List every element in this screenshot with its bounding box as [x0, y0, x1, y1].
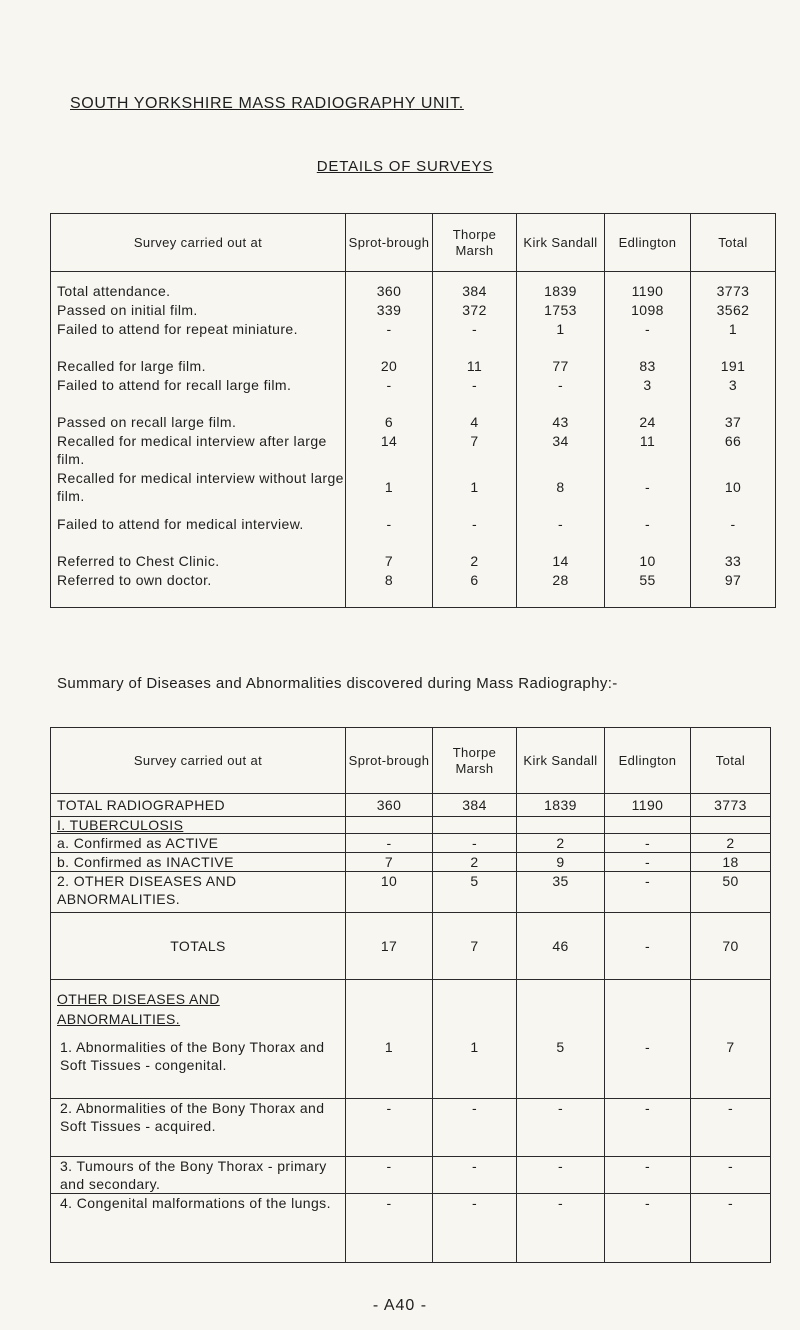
cell-value: - — [605, 853, 691, 872]
cell-value: - — [517, 1194, 605, 1263]
cell-value: 7 — [691, 1038, 771, 1099]
row-label: 2. OTHER DISEASES AND ABNORMALITIES. — [51, 872, 346, 913]
cell-value: - — [605, 913, 691, 980]
cell-value — [346, 980, 433, 1039]
row-label: TOTALS — [51, 913, 346, 980]
cell-value: 9 — [517, 853, 605, 872]
cell-value — [433, 980, 517, 1039]
column-header: Total — [691, 728, 771, 794]
table-row — [51, 1038, 771, 1099]
cell-value: 1 — [346, 1038, 433, 1099]
cell-value: 11 — [605, 431, 691, 468]
cell-value: 3 — [691, 375, 776, 412]
cell-value: 17 — [346, 913, 433, 980]
table-row — [51, 980, 771, 1039]
table-row — [51, 272, 776, 301]
totals-row — [51, 913, 771, 980]
cell-value: 10 — [605, 551, 691, 570]
cell-value: - — [346, 1099, 433, 1157]
cell-value: - — [346, 375, 433, 412]
column-header: Total — [691, 214, 776, 272]
cell-value: 10 — [691, 468, 776, 514]
cell-value: 20 — [346, 356, 433, 375]
cell-value: 1190 — [605, 272, 691, 301]
row-label: 1. Abnormalities of the Bony Thorax and Soft Tissues - congenital. — [51, 1038, 346, 1099]
table-row — [51, 468, 776, 514]
document-title: SOUTH YORKSHIRE MASS RADIOGRAPHY UNIT. — [70, 95, 464, 112]
cell-value: 1 — [517, 319, 605, 356]
cell-value: - — [346, 1157, 433, 1194]
cell-value: 360 — [346, 794, 433, 817]
row-label: b. Confirmed as INACTIVE — [51, 853, 346, 872]
table-row — [51, 551, 776, 570]
cell-value: 14 — [346, 431, 433, 468]
cell-value: 7 — [433, 913, 517, 980]
cell-value — [691, 817, 771, 834]
cell-value: 83 — [605, 356, 691, 375]
table-row — [51, 1157, 771, 1194]
cell-value: 6 — [346, 412, 433, 431]
cell-value: 360 — [346, 272, 433, 301]
cell-value: 35 — [517, 872, 605, 913]
cell-value: 5 — [433, 872, 517, 913]
cell-value: 1098 — [605, 300, 691, 319]
cell-value: - — [433, 319, 517, 356]
diseases-table — [50, 727, 771, 1263]
cell-value: 1 — [433, 468, 517, 514]
column-header: Sprot-brough — [346, 214, 433, 272]
cell-value: - — [605, 468, 691, 514]
cell-value: - — [346, 1194, 433, 1263]
cell-value: 3 — [605, 375, 691, 412]
row-label: Failed to attend for medical interview. — [57, 516, 304, 532]
cell-value — [517, 817, 605, 834]
cell-value: 66 — [691, 431, 776, 468]
cell-value: 7 — [433, 431, 517, 468]
cell-value — [605, 980, 691, 1039]
cell-value: - — [605, 1099, 691, 1157]
cell-value: 8 — [517, 468, 605, 514]
row-label: 2. Abnormalities of the Bony Thorax and Soft Tissues - acquired. — [51, 1099, 346, 1157]
cell-value: 2 — [433, 853, 517, 872]
column-header: Survey carried out at — [51, 214, 346, 272]
cell-value — [433, 817, 517, 834]
table-row — [51, 817, 771, 834]
cell-value: - — [517, 375, 605, 412]
row-label: Total attendance. — [57, 283, 171, 299]
cell-value: 1 — [433, 1038, 517, 1099]
cell-value: - — [605, 319, 691, 356]
cell-value: 372 — [433, 300, 517, 319]
cell-value: 14 — [517, 551, 605, 570]
table-row — [51, 375, 776, 412]
cell-value: - — [605, 1038, 691, 1099]
cell-value: 7 — [346, 551, 433, 570]
cell-value: - — [691, 1099, 771, 1157]
cell-value: 191 — [691, 356, 776, 375]
row-label: 3. Tumours of the Bony Thorax - primary and secondary. — [51, 1157, 346, 1194]
cell-value: 3773 — [691, 272, 776, 301]
cell-value: 33 — [691, 551, 776, 570]
cell-value: - — [605, 872, 691, 913]
cell-value: 1 — [691, 319, 776, 356]
cell-value: 384 — [433, 794, 517, 817]
cell-value: 28 — [517, 570, 605, 608]
cell-value — [517, 980, 605, 1039]
cell-value: - — [433, 375, 517, 412]
cell-value: 55 — [605, 570, 691, 608]
cell-value: 24 — [605, 412, 691, 431]
cell-value: - — [433, 1157, 517, 1194]
table-row — [51, 356, 776, 375]
cell-value: - — [605, 834, 691, 853]
cell-value: 1839 — [517, 272, 605, 301]
cell-value — [346, 817, 433, 834]
cell-value: 6 — [433, 570, 517, 608]
cell-value: 1753 — [517, 300, 605, 319]
page-number: - A40 - — [372, 1297, 428, 1314]
column-header: Edlington — [605, 728, 691, 794]
table-row — [51, 570, 776, 608]
cell-value: 34 — [517, 431, 605, 468]
table-row — [51, 1099, 771, 1157]
cell-value: - — [691, 1194, 771, 1263]
row-label: Failed to attend for repeat miniature. — [57, 321, 298, 337]
cell-value — [691, 980, 771, 1039]
column-header: Survey carried out at — [51, 728, 346, 794]
tuberculosis-heading: I. TUBERCULOSIS — [51, 817, 346, 834]
cell-value: - — [605, 514, 691, 551]
table-row — [51, 319, 776, 356]
row-label: a. Confirmed as ACTIVE — [51, 834, 346, 853]
column-header: Thorpe Marsh — [433, 214, 517, 272]
table-row — [51, 431, 776, 468]
cell-value: - — [691, 514, 776, 551]
row-label: Recalled for medical interview after large film. — [57, 433, 327, 467]
cell-value: 3562 — [691, 300, 776, 319]
row-label: 4. Congenital malformations of the lungs. — [51, 1194, 346, 1263]
row-label: Recalled for large film. — [57, 358, 206, 374]
cell-value: 18 — [691, 853, 771, 872]
table-row — [51, 794, 771, 817]
row-label: Passed on initial film. — [57, 302, 198, 318]
column-header: Thorpe Marsh — [433, 728, 517, 794]
row-label: TOTAL RADIOGRAPHED — [51, 794, 346, 817]
diseases-header-row — [51, 728, 771, 794]
cell-value: 5 — [517, 1038, 605, 1099]
cell-value: 1 — [346, 468, 433, 514]
row-label: Referred to own doctor. — [57, 572, 212, 588]
column-header: Edlington — [605, 214, 691, 272]
surveys-table — [50, 213, 776, 608]
cell-value: - — [517, 1157, 605, 1194]
cell-value: - — [605, 1157, 691, 1194]
cell-value: - — [605, 1194, 691, 1263]
table-row — [51, 300, 776, 319]
cell-value: 3773 — [691, 794, 771, 817]
column-header: Sprot-brough — [346, 728, 433, 794]
cell-value: 37 — [691, 412, 776, 431]
cell-value: - — [433, 1194, 517, 1263]
cell-value: 70 — [691, 913, 771, 980]
cell-value: - — [691, 1157, 771, 1194]
cell-value: 10 — [346, 872, 433, 913]
cell-value: - — [433, 1099, 517, 1157]
table-row — [51, 872, 771, 913]
cell-value: 97 — [691, 570, 776, 608]
cell-value: - — [433, 514, 517, 551]
cell-value: 11 — [433, 356, 517, 375]
cell-value: 339 — [346, 300, 433, 319]
surveys-header-row — [51, 214, 776, 272]
cell-value: - — [517, 514, 605, 551]
column-header: Kirk Sandall — [517, 214, 605, 272]
cell-value: - — [346, 319, 433, 356]
cell-value: 1839 — [517, 794, 605, 817]
cell-value: 50 — [691, 872, 771, 913]
cell-value: 2 — [691, 834, 771, 853]
cell-value: 77 — [517, 356, 605, 375]
cell-value: 7 — [346, 853, 433, 872]
cell-value: - — [433, 834, 517, 853]
table-row — [51, 1194, 771, 1263]
cell-value: - — [346, 834, 433, 853]
other-diseases-heading: OTHER DISEASES AND ABNORMALITIES. — [51, 980, 346, 1039]
row-label: Passed on recall large film. — [57, 414, 237, 430]
table-row — [51, 514, 776, 551]
cell-value: 2 — [517, 834, 605, 853]
cell-value: 4 — [433, 412, 517, 431]
cell-value: 384 — [433, 272, 517, 301]
cell-value: 46 — [517, 913, 605, 980]
table-row — [51, 412, 776, 431]
row-label: Recalled for medical interview without large film. — [57, 470, 344, 504]
cell-value — [605, 817, 691, 834]
section-title: DETAILS OF SURVEYS — [316, 158, 494, 175]
row-label: Referred to Chest Clinic. — [57, 553, 220, 569]
table-row — [51, 834, 771, 853]
column-header: Kirk Sandall — [517, 728, 605, 794]
cell-value: 2 — [433, 551, 517, 570]
cell-value: - — [517, 1099, 605, 1157]
cell-value: 1190 — [605, 794, 691, 817]
summary-intro: Summary of Diseases and Abnormalities discovered during Mass Radiography:- — [57, 675, 618, 692]
cell-value: 8 — [346, 570, 433, 608]
cell-value: - — [346, 514, 433, 551]
row-label: Failed to attend for recall large film. — [57, 377, 292, 393]
cell-value: 43 — [517, 412, 605, 431]
table-row — [51, 853, 771, 872]
